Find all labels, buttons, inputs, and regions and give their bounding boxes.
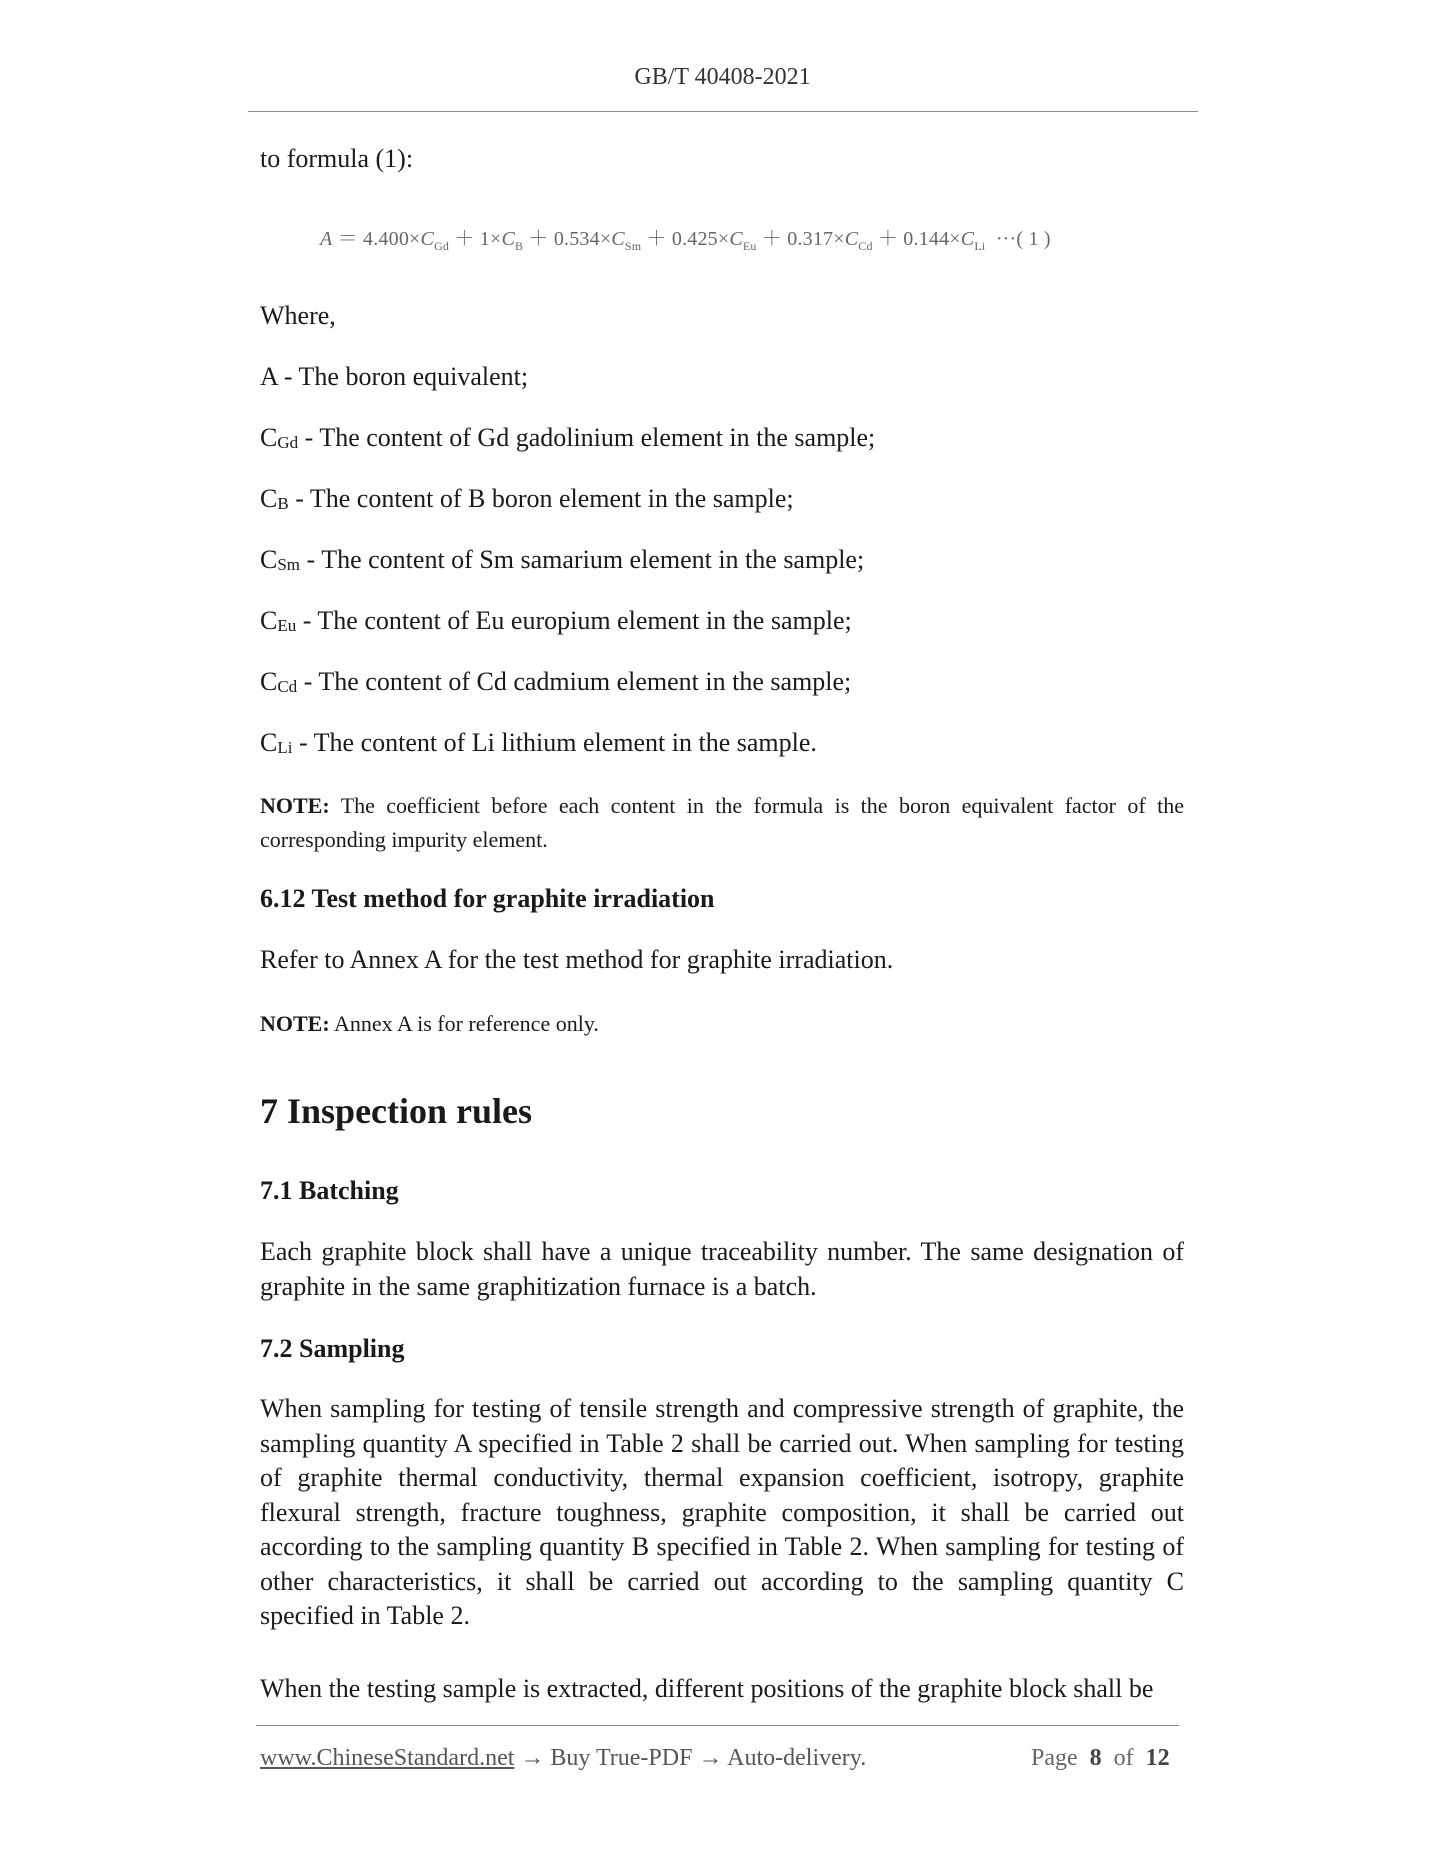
- page-counter: Page 8 of 12: [1031, 1745, 1170, 1771]
- formula-plus: ＋: [646, 228, 667, 250]
- formula-term: $0.534\times C_{Sm}$: [553, 228, 642, 253]
- formula-plus: ＋: [761, 228, 783, 250]
- formula-plus: ＋: [454, 228, 475, 250]
- note-coefficient: NOTE: The coefficient before each content in the formula is the boron equivalent factor of the corresponding impurity element.: [260, 793, 1184, 852]
- formula-term: $4.400\times C_{Gd}$: [363, 228, 450, 253]
- definition-c-sm: CSm - The content of Sm samarium element in the sample;: [260, 545, 865, 574]
- site-link[interactable]: www.ChineseStandard.net: [260, 1745, 515, 1771]
- section-7-2-title: 7.2 Sampling: [260, 1334, 405, 1363]
- section-7-2-body-2: When the testing sample is extracted, different positions of the graphite block shall be: [260, 1674, 1154, 1703]
- note-annex: NOTE: Annex A is for reference only.: [260, 1011, 599, 1036]
- formula-plus: ＋: [528, 228, 549, 250]
- formula-term: $0.425\times C_{Eu}$: [671, 228, 757, 253]
- running-header: GB/T 40408-2021: [634, 64, 811, 90]
- definition-c-gd: CGd - The content of Gd gadolinium element in the sample;: [260, 423, 876, 452]
- where-label: Where,: [260, 301, 336, 330]
- footer-promo: www.ChineseStandard.net → Buy True-PDF → Auto-delivery.: [260, 1745, 867, 1771]
- section-7-1-title: 7.1 Batching: [260, 1176, 399, 1205]
- definition-c-eu: CEu - The content of Eu europium element in the sample;: [260, 606, 852, 635]
- chapter-7-title: 7 Inspection rules: [260, 1091, 533, 1131]
- definition-c-li: CLi - The content of Li lithium element in the sample.: [260, 728, 817, 757]
- formula-term: $1\times C_B$: [479, 228, 524, 253]
- formula-number: ···( 1 ): [995, 228, 1051, 250]
- header-divider: [248, 111, 1198, 112]
- formula-equals: ＝: [337, 228, 358, 250]
- footer-divider: [256, 1725, 1179, 1726]
- formula-lhs: A: [320, 228, 333, 250]
- section-6-12-body: Refer to Annex A for the test method for graphite irradiation.: [260, 945, 894, 974]
- definition-c-cd: CCd - The content of Cd cadmium element in the sample;: [260, 667, 852, 696]
- section-7-1-body: Each graphite block shall have a unique traceability number. The same designation of graphite in the same graphitization furnace is a batch.: [260, 1237, 1184, 1301]
- formula-1: [320, 222, 1051, 254]
- section-7-2-body-1: When sampling for testing of tensile strength and compressive strength of graphite, the sampling quantity A specified in Table 2 shall be carried out. When sampling for testing of graphite thermal conductivity, thermal expansion coefficient, isotropy, graphite flexural strength, fracture toughness, graphite composition, it shall be carried out according to the sampling quantity B specified in Table 2. When sampling for testing of other characteristics, it shall be carried out according to the sampling quantity C specified in Table 2.: [260, 1394, 1184, 1630]
- section-6-12-title: 6.12 Test method for graphite irradiation: [260, 884, 715, 913]
- formula-plus: ＋: [877, 228, 899, 250]
- formula-term: $0.144\times C_{Li}$: [903, 228, 986, 253]
- definition-A: A - The boron equivalent;: [260, 362, 529, 391]
- definition-c-b: CB - The content of B boron element in the sample;: [260, 484, 794, 513]
- formula-intro: to formula (1):: [260, 144, 414, 173]
- formula-term: $0.317\times C_{Cd}$: [787, 228, 873, 253]
